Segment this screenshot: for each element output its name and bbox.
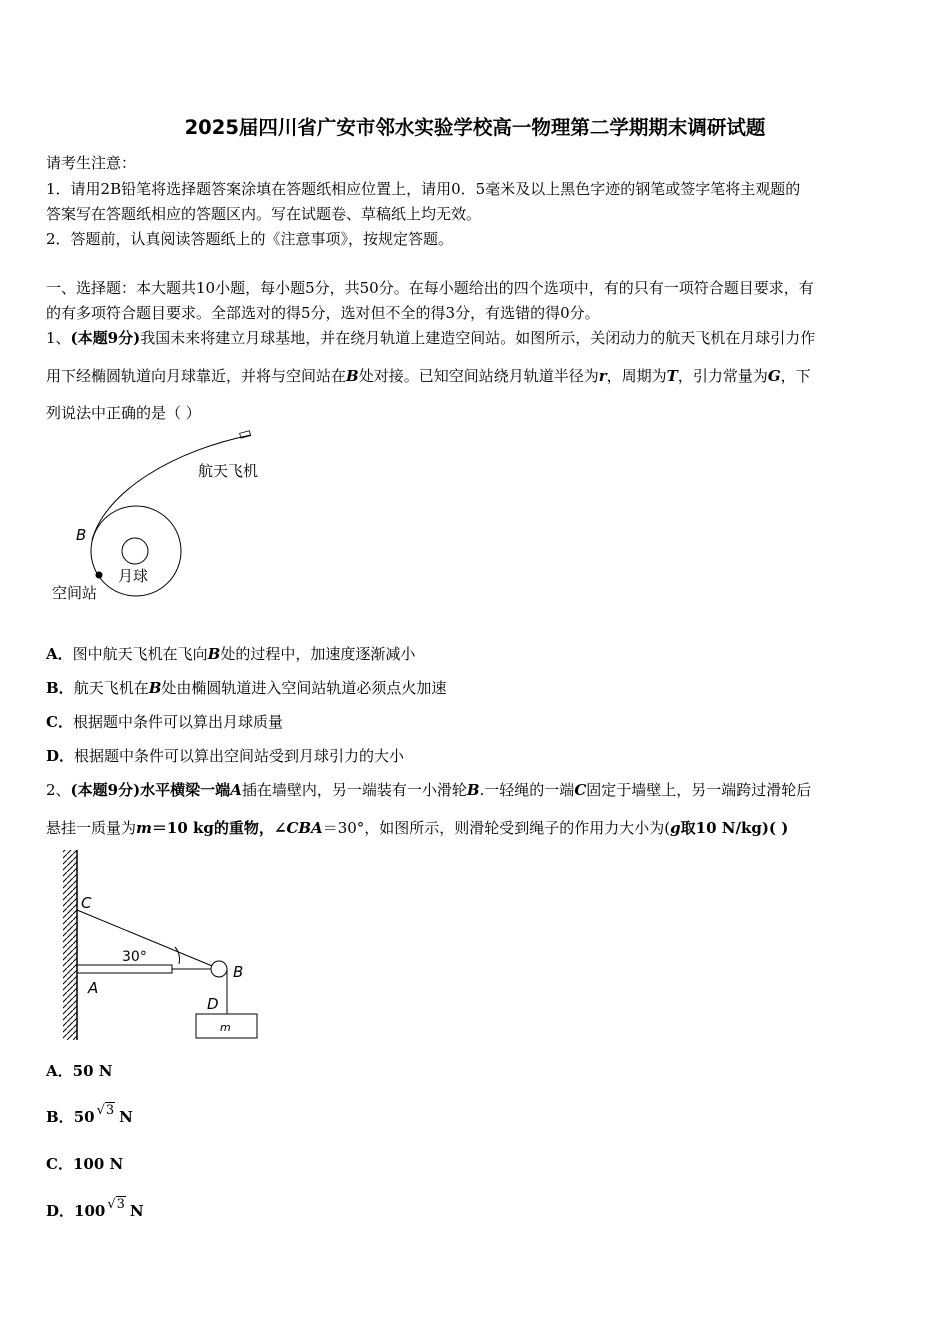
- q2-stem-line-1: 2、(本题9分)水平横梁一端A插在墙壁内，另一端装有一小滑轮B.一轻绳的一端C固定于墙壁上，另一端跨过滑轮后: [46, 781, 812, 799]
- elliptical-orbit-path: [92, 435, 251, 540]
- q1-orbit-figure: [46, 430, 296, 610]
- q1-number: 1、: [46, 329, 71, 347]
- section-instructions-line-2: 的有多项符合题目要求。全部选对的得5分，选对但不全的得3分，有选错的得0分。: [46, 304, 600, 322]
- point-b-label: B: [233, 963, 244, 981]
- shuttle-label: 航天飞机: [198, 462, 259, 480]
- q2-option-b[interactable]: B．50 √3 N: [46, 1103, 133, 1126]
- station-label: 空间站: [52, 584, 98, 602]
- horizontal-beam: [77, 965, 172, 973]
- notice-item-1-line-2: 答案写在答题纸相应的答题区内。写在试题卷、草稿纸上均无效。: [46, 205, 482, 223]
- rope-cb: [77, 910, 217, 968]
- q1-option-b[interactable]: B．航天飞机在B处由椭圆轨道进入空间站轨道必须点火加速: [46, 679, 447, 697]
- q1-option-d[interactable]: D．根据题中条件可以算出空间站受到月球引力的大小: [46, 747, 405, 765]
- q1-stem-line-2: 用下经椭圆轨道向月球靠近，并将与空间站在B处对接。已知空间站绕月轨道半径为r，周期为T，引力常量为G，下: [46, 367, 811, 385]
- angle-label: 30°: [122, 949, 147, 965]
- sqrt-symbol: √3: [107, 1197, 125, 1212]
- section-instructions-line-1: 一、选择题：本大题共10小题，每小题5分，共50分。在每小题给出的四个选项中，有的只有一项符合题目要求，有: [46, 279, 814, 297]
- q1-option-c[interactable]: C．根据题中条件可以算出月球质量: [46, 713, 283, 731]
- sqrt-symbol: √3: [96, 1103, 115, 1118]
- notice-item-2: 2．答题前，认真阅读答题纸上的《注意事项》，按规定答题。: [46, 230, 454, 248]
- point-d-label: D: [207, 995, 219, 1013]
- q1-option-a[interactable]: A．图中航天飞机在飞向B处的过程中，加速度逐渐减小: [46, 645, 416, 663]
- mass-label: m: [220, 1021, 231, 1034]
- space-station-dot: [96, 572, 103, 579]
- pulley-icon: [211, 961, 227, 977]
- q2-option-c[interactable]: C．100 N: [46, 1155, 124, 1173]
- point-c-label: C: [81, 894, 92, 912]
- point-b-label: B: [76, 526, 87, 544]
- wall-hatching: [63, 850, 77, 1040]
- notice-heading: 请考生注意：: [46, 154, 137, 172]
- q1-stem-line-1: [46, 327, 815, 348]
- q1-tag: (本题9分): [70, 329, 141, 347]
- moon-label: 月球: [118, 567, 149, 585]
- q2-stem-line-2: 悬挂一质量为m＝10 kg的重物，∠CBA＝30°，如图所示，则滑轮受到绳子的作用力大小为(g取10 N/kg)( ): [46, 819, 789, 837]
- angle-arc: [175, 947, 179, 964]
- page-title: 2025届四川省广安市邻水实验学校高一物理第二学期期末调研试题: [184, 116, 766, 139]
- q2-number: 2、: [46, 781, 71, 799]
- notice-item-1-line-1: 1．请用2B铅笔将选择题答案涂填在答题纸相应位置上，请用0．5毫米及以上黑色字迹的钢笔或签字笔将主观题的: [46, 180, 801, 198]
- point-a-label: A: [88, 979, 99, 997]
- moon-circle: [122, 538, 148, 564]
- q2-pulley-figure: [55, 848, 270, 1043]
- q1-stem-line-3: 列说法中正确的是（ ）: [46, 404, 201, 422]
- q2-option-a[interactable]: A．50 N: [46, 1062, 113, 1080]
- q2-option-d[interactable]: D．100 √3 N: [46, 1197, 144, 1220]
- q1-stem-text-1: 我国未来将建立月球基地，并在绕月轨道上建造空间站。如图所示，关闭动力的航天飞机在月球引力作: [140, 329, 816, 347]
